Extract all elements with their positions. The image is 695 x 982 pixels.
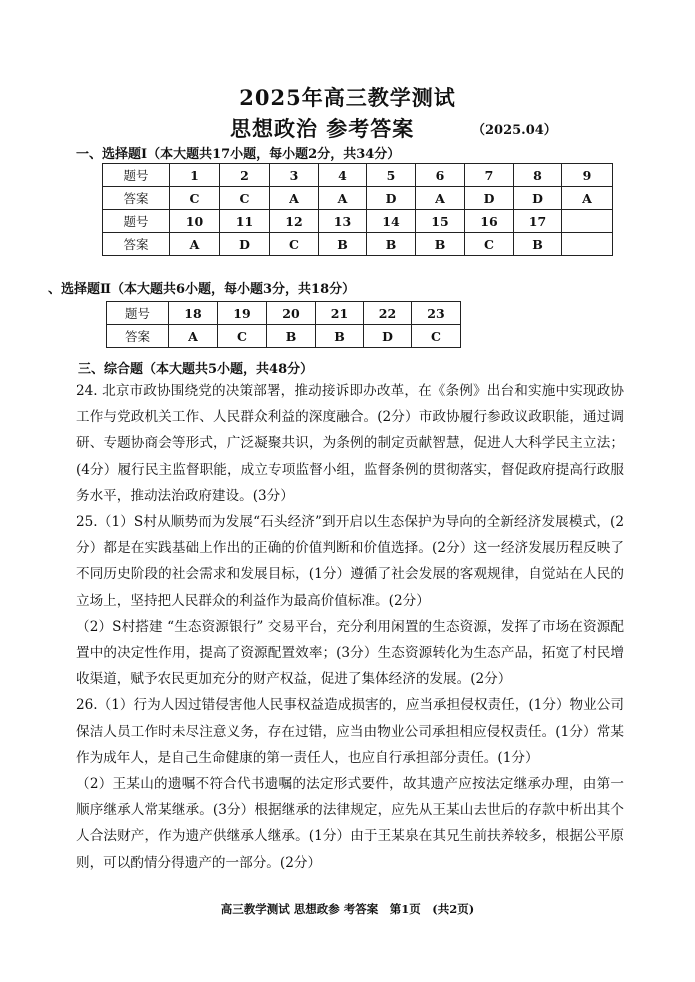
question-number: 21	[316, 302, 364, 325]
row-label: 题号	[103, 210, 170, 233]
question-number: 17	[514, 210, 562, 233]
answer-cell: B	[416, 233, 465, 256]
answer-paragraph-24: 24. 北京市政协围绕党的决策部署，推动接诉即办改革，在《条例》出台和实施中实现政协工作与党政机关工作、人民群众利益的深度融合。(2分）市政协履行参政议政职能，通过调研、专题协商会等形式，广泛凝聚共识，为条例的制定贡献智慧，促进人大科学民主立法；(4分）履行民主监督职能，成立专项监督小组，监督条例的贯彻落实，督促政府提高行政服务水平，推动法治政府建设。(3分）	[76, 383, 624, 504]
answer-cell: B	[319, 233, 367, 256]
answer-cell: D	[514, 187, 562, 210]
section1-heading: 一、选择题Ⅰ（本大题共17小题，每小题2分，共34分）	[76, 147, 401, 162]
table-row	[103, 233, 613, 256]
answer-paragraph-26-2: （2）王某山的遗嘱不符合代书遗嘱的法定形式要件，故其遗产应按法定继承办理，由第一顺序继承人常某继承。(3分）根据继承的法律规定，应先从王某山去世后的存款中析出其个人合法财产，作为遗产供继承人继承。(1分）由于王某泉在其兄生前扶养较多，根据公平原则，可以酌情分得遗产的一部分。(2分）	[76, 776, 624, 871]
row-label: 答案	[103, 187, 170, 210]
row-label: 题号	[103, 164, 170, 187]
section2-answer-table	[106, 301, 461, 348]
section3-answers	[76, 378, 624, 876]
answer-cell: D	[465, 187, 514, 210]
question-number: 2	[220, 164, 270, 187]
question-number: 16	[465, 210, 514, 233]
answer-cell: C	[218, 325, 267, 348]
answer-paragraph-26-1: 26.（1）行为人因过错侵害他人民事权益造成损害的，应当承担侵权责任，(1分）物业公司保洁人员工作时未尽注意义务，存在过错，应当由物业公司承担相应侵权责任。(1分）常某作为成年人，是自己生命健康的第一责任人，也应自行承担部分责任。(1分）	[76, 697, 624, 766]
answer-cell: C	[270, 233, 319, 256]
page-title: 2025年高三教学测试	[239, 85, 456, 110]
question-number: 3	[270, 164, 319, 187]
answer-cell: A	[562, 187, 613, 210]
question-number: 20	[267, 302, 316, 325]
question-number: 13	[319, 210, 367, 233]
answer-cell: D	[364, 325, 412, 348]
question-number: 1	[170, 164, 220, 187]
row-label: 答案	[107, 325, 169, 348]
answer-cell: A	[319, 187, 367, 210]
row-label: 题号	[107, 302, 169, 325]
question-number: 14	[367, 210, 416, 233]
answer-paragraph-25-2: （2）S村搭建 “生态资源银行” 交易平台，充分利用闲置的生态资源，发挥了市场在资源配置中的决定性作用，提高了资源配置效率；(3分）生态资源转化为生态产品，拓宽了村民增收渠道，赋予农民更加充分的财产权益，促进了集体经济的发展。(2分）	[76, 618, 624, 688]
question-number: 18	[169, 302, 218, 325]
table-row	[103, 187, 613, 210]
question-number: 19	[218, 302, 267, 325]
exam-date: （2025.04）	[472, 123, 557, 138]
row-label: 答案	[103, 233, 170, 256]
question-number: 10	[170, 210, 220, 233]
empty-cell	[562, 210, 613, 233]
question-number: 8	[514, 164, 562, 187]
question-number: 11	[220, 210, 270, 233]
answer-cell: A	[270, 187, 319, 210]
table-row	[107, 325, 461, 348]
page-footer: 高三教学测试 思想政参 考答案 第1页 (共2页)	[220, 902, 475, 916]
question-number: 4	[319, 164, 367, 187]
table-row	[107, 302, 461, 325]
question-number: 22	[364, 302, 412, 325]
answer-cell: B	[514, 233, 562, 256]
table-row	[103, 210, 613, 233]
question-number: 23	[412, 302, 461, 325]
answer-cell: A	[416, 187, 465, 210]
section1-answer-table	[102, 163, 613, 256]
empty-cell	[562, 233, 613, 256]
answer-cell: B	[267, 325, 316, 348]
answer-cell: B	[316, 325, 364, 348]
answer-paragraph-25-1: 25.（1）S村从顺势而为发展“石头经济”到开启以生态保护为导向的全新经济发展模式，(2分）都是在实践基础上作出的正确的价值判断和价值选择。(2分）这一经济发展历程反映了不同历史阶段的社会需求和发展目标，(1分）遵循了社会发展的客观规律，自觉站在人民的立场上，坚持把人民群众的利益作为最高价值标准。(2分）	[76, 514, 624, 609]
answer-cell: D	[220, 233, 270, 256]
question-number: 15	[416, 210, 465, 233]
answer-cell: A	[169, 325, 218, 348]
answer-cell: C	[412, 325, 461, 348]
page-subtitle: 思想政治 参考答案	[230, 116, 415, 141]
answer-cell: C	[220, 187, 270, 210]
answer-cell: C	[170, 187, 220, 210]
question-number: 6	[416, 164, 465, 187]
question-number: 5	[367, 164, 416, 187]
answer-cell: B	[367, 233, 416, 256]
question-number: 7	[465, 164, 514, 187]
section2-heading: 、选择题Ⅱ（本大题共6小题，每小题3分，共18分）	[48, 282, 356, 297]
question-number: 12	[270, 210, 319, 233]
table-row	[103, 164, 613, 187]
answer-cell: C	[465, 233, 514, 256]
question-number: 9	[562, 164, 613, 187]
answer-cell: A	[170, 233, 220, 256]
answer-cell: D	[367, 187, 416, 210]
section3-heading: 三、综合题（本大题共5小题，共48分）	[78, 362, 314, 377]
